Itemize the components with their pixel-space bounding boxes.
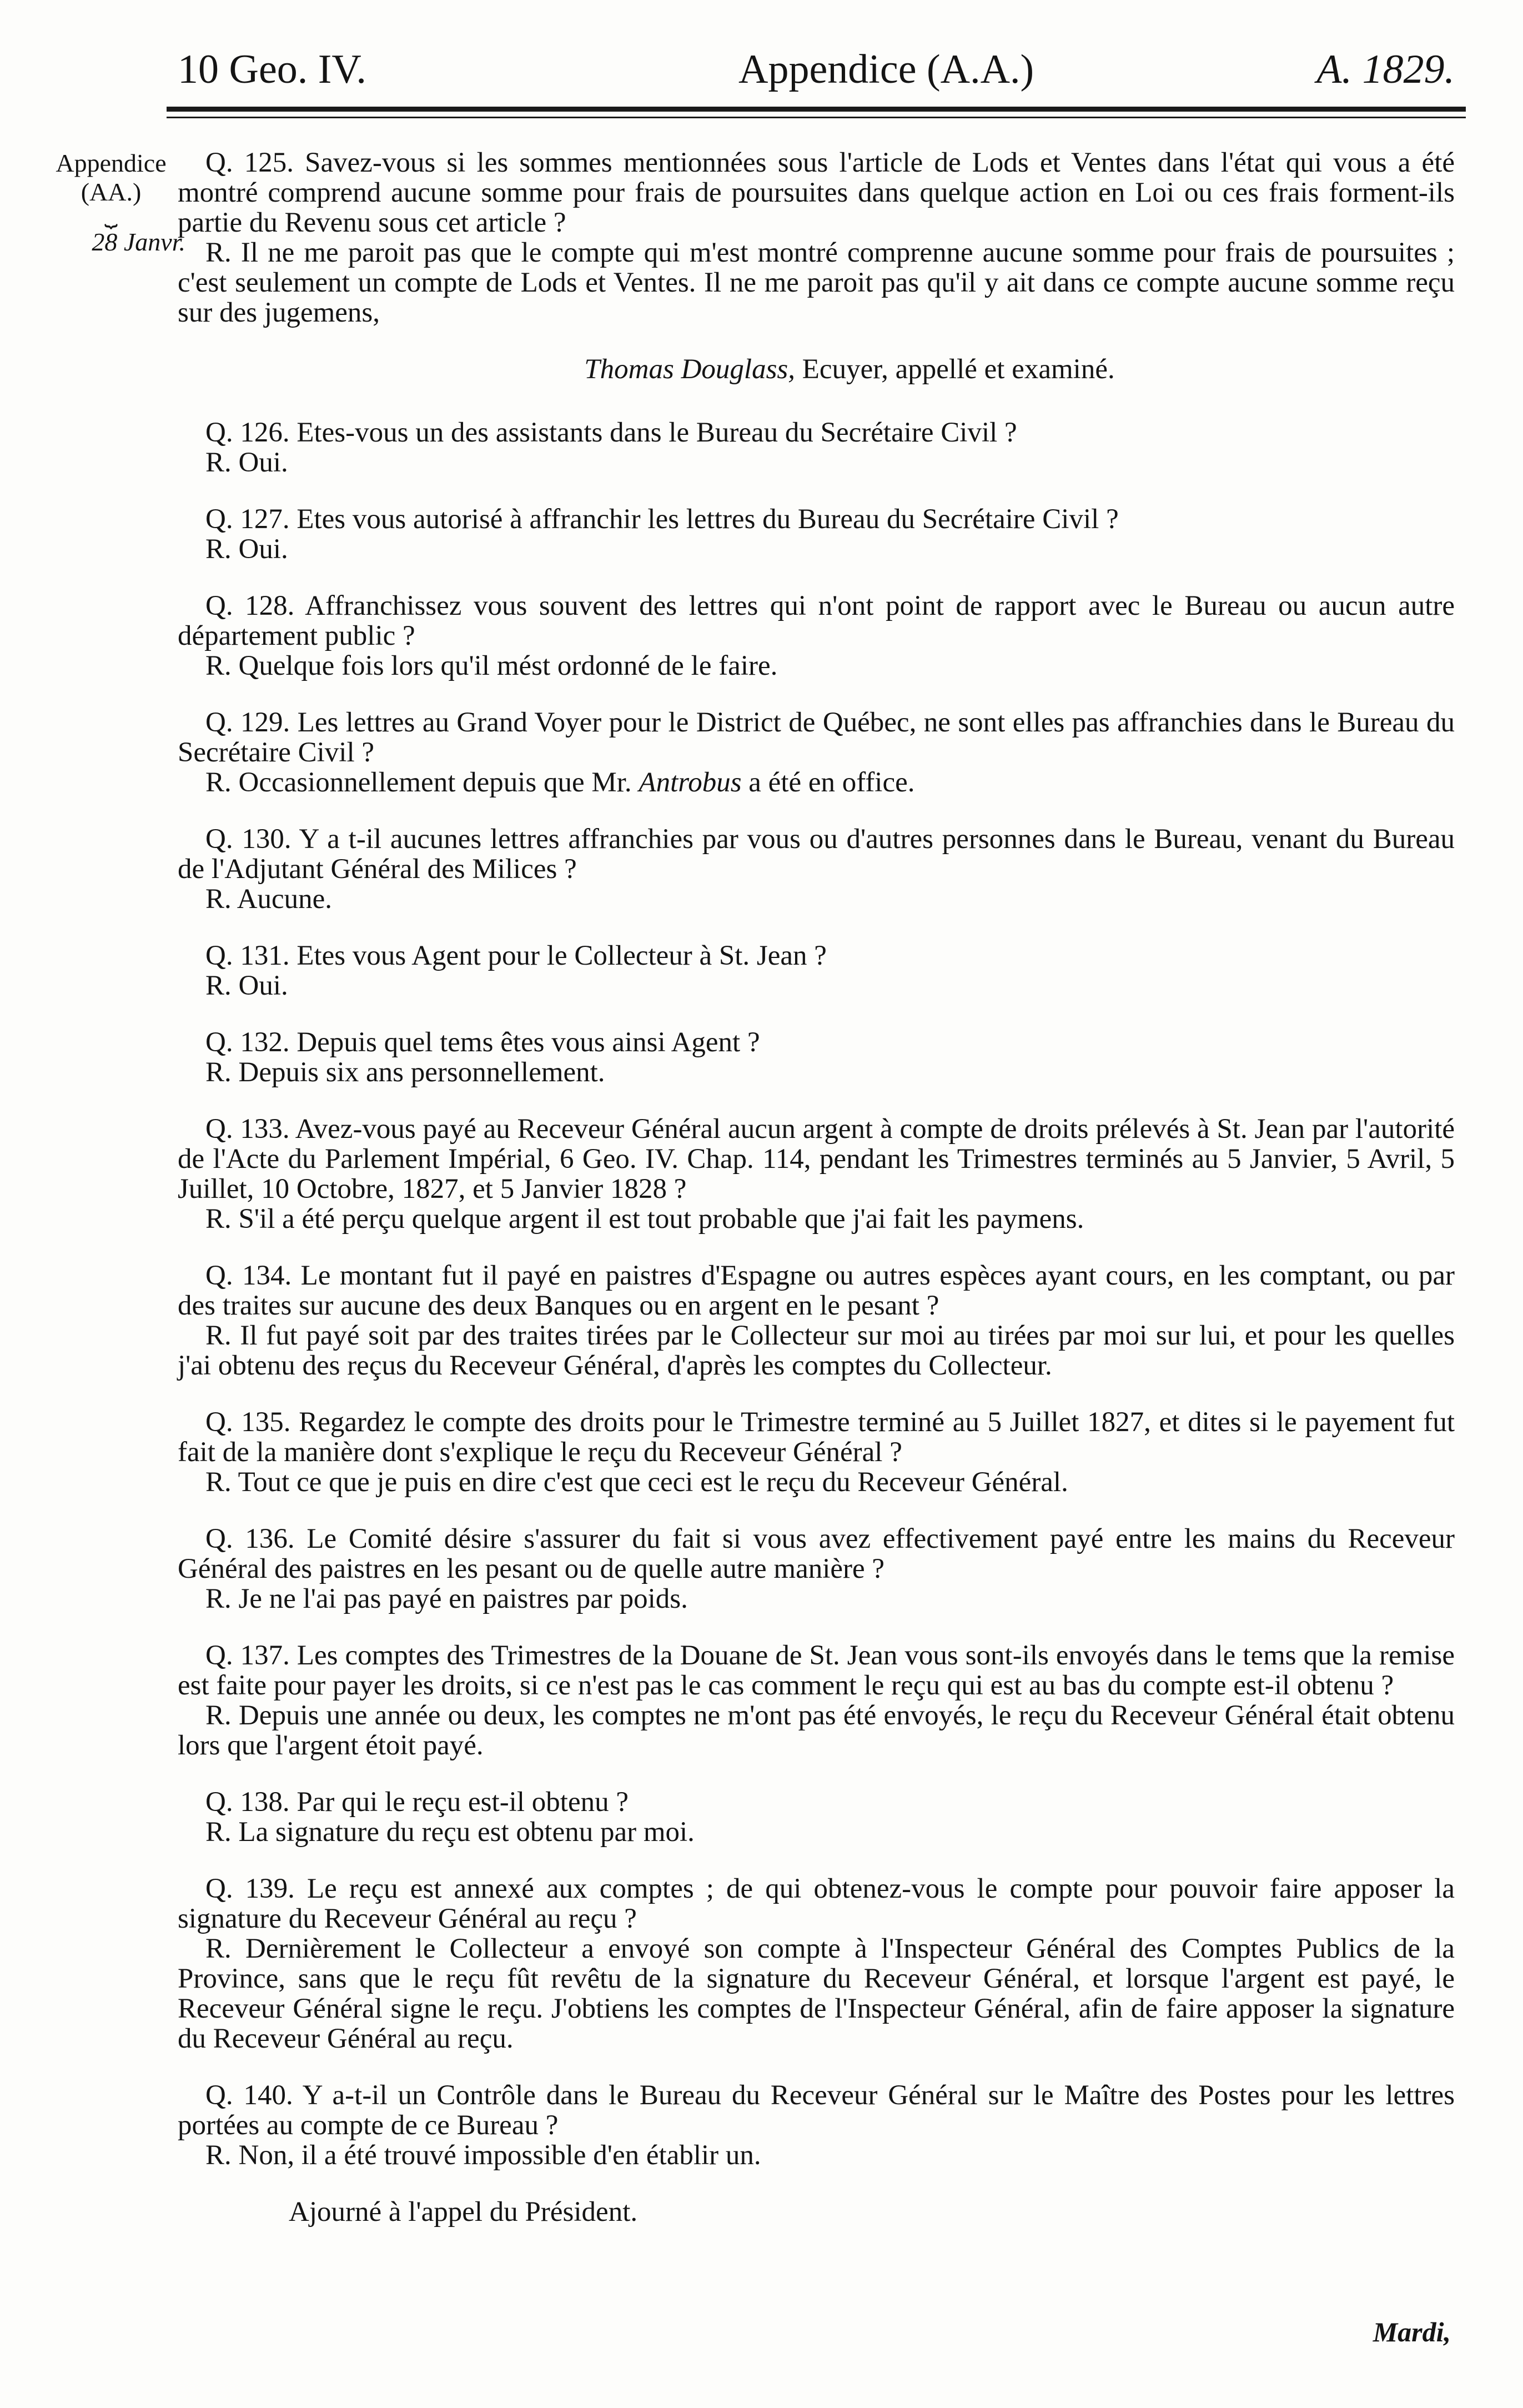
qa-entry xyxy=(178,1641,1455,1760)
question: Q. 125. Savez-vous si les sommes mentionnées sous l'article de Lods et Ventes dans l'état qui vous a été montré comprend aucune somme pour frais de poursuites dans quelque action en Loi ou ces frais forment-ils partie du Revenu sous cet article ? xyxy=(178,147,1455,238)
margin-note xyxy=(33,149,189,257)
margin-label: Appendice xyxy=(56,149,167,177)
running-header xyxy=(178,44,1455,94)
header-rule-thin xyxy=(167,117,1466,118)
qa-entry xyxy=(178,418,1455,478)
question: Q. 126. Etes-vous un des assistants dans le Bureau du Secrétaire Civil ? xyxy=(205,417,1017,448)
question: Q. 140. Y a-t-il un Contrôle dans le Bureau du Receveur Général sur le Maître des Postes pour les lettres portées au compte de ce Bureau ? xyxy=(178,2080,1455,2141)
qa-entry xyxy=(178,591,1455,681)
answer: R. La signature du reçu est obtenu par moi. xyxy=(205,1817,695,1848)
answer: R. Non, il a été trouvé impossible d'en établir un. xyxy=(205,2140,761,2171)
answer: R. Oui. xyxy=(205,447,288,478)
witness-line xyxy=(178,354,1455,384)
qa-entry xyxy=(178,1261,1455,1381)
question: Q. 134. Le montant fut il payé en paistres d'Espagne ou autres espèces ayant cours, en les comptant, ou par des traites sur aucune des deux Banques ou en argent en le pesant ? xyxy=(178,1260,1455,1321)
margin-date: 28 Janvr. xyxy=(92,228,185,256)
answer: R. S'il a été perçu quelque argent il est tout probable que j'ai fait les paymens. xyxy=(205,1203,1084,1235)
question: Q. 136. Le Comité désire s'assurer du fait si vous avez effectivement payé entre les mains du Receveur Général des paistres en les pesant ou de quelle autre manière ? xyxy=(178,1523,1455,1584)
answer: R. Depuis une année ou deux, les comptes ne m'ont pas été envoyés, le reçu du Receveur Général était obtenu lors que l'argent étoit payé. xyxy=(178,1700,1455,1761)
question: Q. 131. Etes vous Agent pour le Collecteur à St. Jean ? xyxy=(205,940,827,971)
brace-icon: ⏟ xyxy=(104,202,118,227)
question: Q. 137. Les comptes des Trimestres de la Douane de St. Jean vous sont-ils envoyés dans le tems que la remise est faite pour payer les droits, si ce n'est pas le cas comment le reçu qui est au bas du compte est-il obtenu ? xyxy=(178,1640,1455,1701)
answer-pre: R. Occasionnellement depuis que Mr. xyxy=(205,767,639,798)
question: Q. 127. Etes vous autorisé à affranchir les lettres du Bureau du Secrétaire Civil ? xyxy=(205,504,1119,535)
adjournment-note: Ajourné à l'appel du Président. xyxy=(289,2196,638,2228)
witness-rest: Ecuyer, appellé et examiné. xyxy=(795,354,1115,385)
qa-entry xyxy=(178,1027,1455,1087)
question: Q. 139. Le reçu est annexé aux comptes ; de qui obtenez-vous le compte pour pouvoir faire apposer la signature du Receveur Général au reçu ? xyxy=(178,1873,1455,1934)
answer: R. Il fut payé soit par des traites tirées par le Collecteur sur moi au tirées par moi sur lui, et pour les quelles j'ai obtenu des reçus du Receveur Général, d'après les comptes du Collecteur. xyxy=(178,1320,1455,1381)
answer: R. Depuis six ans personnellement. xyxy=(205,1057,605,1088)
body-text xyxy=(178,148,1455,2255)
answer: R. Il ne me paroit pas que le compte qui m'est montré comprenne aucune somme pour frais de poursuites ; c'est seulement un compte de Lods et Ventes. Il ne me paroit pas qu'il y ait dans ce compte aucune somme reçu sur des jugemens, xyxy=(178,237,1455,328)
answer xyxy=(178,767,1455,797)
qa-entry xyxy=(178,1874,1455,2054)
catchword: Mardi, xyxy=(1373,2316,1451,2347)
answer: R. Quelque fois lors qu'il mést ordonné de le faire. xyxy=(205,650,778,681)
answer: R. Tout ce que je puis en dire c'est que ceci est le reçu du Receveur Général. xyxy=(205,1467,1068,1498)
answer: R. Aucune. xyxy=(205,884,333,915)
answer: R. Oui. xyxy=(205,534,288,565)
margin-code: (AA.) xyxy=(81,178,142,206)
qa-entry xyxy=(178,1407,1455,1497)
header-session: 10 Geo. IV. xyxy=(178,47,366,92)
question: Q. 135. Regardez le compte des droits pour le Trimestre terminé au 5 Juillet 1827, et dites si le payement fut fait de la manière dont s'explique le reçu du Receveur Général ? xyxy=(178,1407,1455,1468)
qa-entry xyxy=(178,1114,1455,1234)
qa-entry xyxy=(178,941,1455,1001)
witness-name: Thomas Douglass, xyxy=(584,354,796,385)
question: Q. 133. Avez-vous payé au Receveur Général aucun argent à compte de droits prélevés à St. Jean par l'autorité de l'Acte du Parlement Impérial, 6 Geo. IV. Chap. 114, pendant les Trimestres terminés au 5 Janvier, 5 Avril, 5 Juillet, 10 Octobre, 1827, et 5 Janvier 1828 ? xyxy=(178,1113,1455,1205)
qa-entry xyxy=(178,1524,1455,1614)
qa-entry xyxy=(178,824,1455,914)
answer-name: Antrobus xyxy=(639,767,742,798)
question: Q. 130. Y a t-il aucunes lettres affranchies par vous ou d'autres personnes dans le Bureau, venant du Bureau de l'Adjutant Général des Milices ? xyxy=(178,824,1455,885)
header-rule-thick xyxy=(167,107,1466,112)
header-year: A. 1829. xyxy=(1316,47,1455,92)
qa-entry xyxy=(178,708,1455,797)
question: Q. 132. Depuis quel tems êtes vous ainsi Agent ? xyxy=(205,1027,760,1058)
answer: R. Je ne l'ai pas payé en paistres par poids. xyxy=(205,1583,688,1614)
question: Q. 128. Affranchissez vous souvent des lettres qui n'ont point de rapport avec le Bureau ou aucun autre département public ? xyxy=(178,590,1455,651)
answer: R. Dernièrement le Collecteur a envoyé son compte à l'Inspecteur Général des Comptes Publics de la Province, sans que le reçu fût revêtu de la signature du Receveur Général, et lorsque l'argent est payé, le Receveur Général signe le reçu. J'obtiens les comptes de l'Inspecteur Général, afin de faire apposer la signature du Receveur Général au reçu. xyxy=(178,1933,1455,2054)
question: Q. 129. Les lettres au Grand Voyer pour le District de Québec, ne sont elles pas affranchies dans le Bureau du Secrétaire Civil ? xyxy=(178,707,1455,768)
answer-post: a été en office. xyxy=(741,767,915,798)
qa-entry xyxy=(178,1787,1455,1847)
qa-entry xyxy=(178,2080,1455,2170)
qa-entry xyxy=(178,504,1455,564)
question: Q. 138. Par qui le reçu est-il obtenu ? xyxy=(205,1787,629,1818)
qa-entry xyxy=(178,148,1455,328)
answer: R. Oui. xyxy=(205,970,288,1001)
header-title: Appendice (A.A.) xyxy=(738,47,1034,92)
